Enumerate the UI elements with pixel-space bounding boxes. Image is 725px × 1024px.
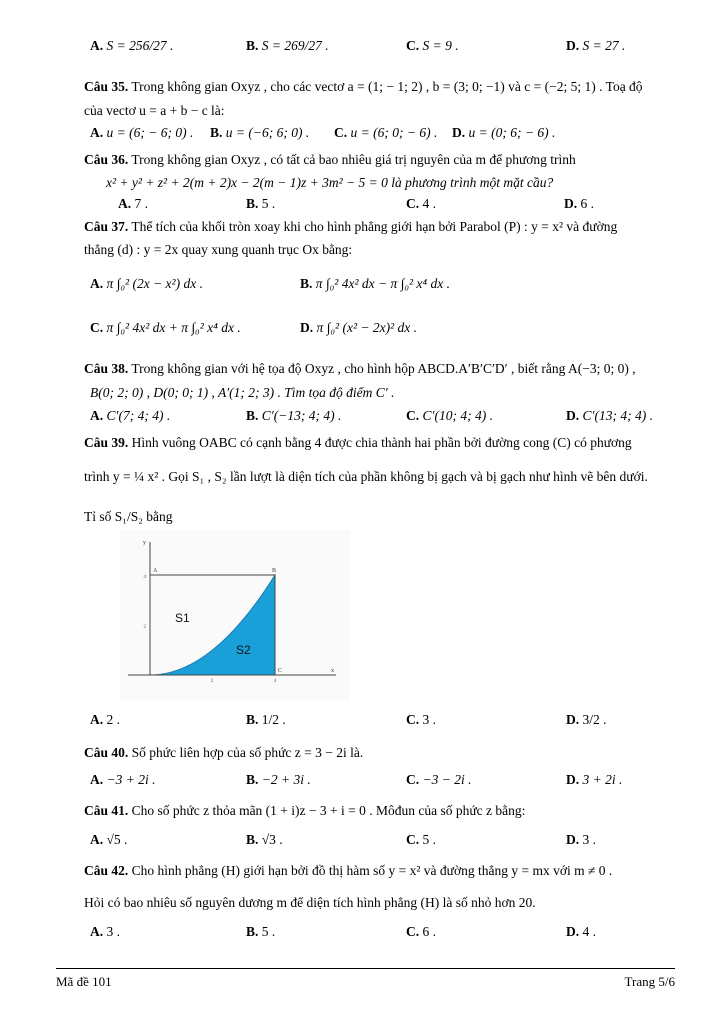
x-tick-2: 2 — [210, 679, 214, 684]
option-b: B. √3 . — [246, 832, 283, 847]
option-a: A. π ∫₀² (2x − x²) dx . — [90, 276, 203, 291]
option-c: C. 6 . — [406, 924, 436, 939]
q36-equation: x² + y² + z² + 2(m + 2)x − 2(m − 1)z + 3m² − 5 = 0 là phương trình một mặt cầu? — [106, 175, 554, 190]
q41-options — [84, 832, 684, 856]
option-b: B. −2 + 3i . — [246, 772, 311, 787]
option-a: A. S = 256/27 . — [90, 38, 174, 53]
option-c: C. 5 . — [406, 832, 436, 847]
option-a: A. 3 . — [90, 924, 120, 939]
x-tick-4: 4 — [273, 679, 277, 684]
option-a: A. u = (6; − 6; 0) . — [90, 125, 194, 140]
q37-options-row2 — [84, 320, 684, 344]
q42-text: Câu 42. Cho hình phẳng (H) giới hạn bởi đồ thị hàm số y = x² và đường thẳng y = mx với m ≠ 0 . — [84, 863, 613, 878]
y-axis-label: y — [143, 540, 146, 546]
option-a: A. −3 + 2i . — [90, 772, 156, 787]
q36-text: Câu 36. Trong không gian Oxyz , có tất cả bao nhiêu giá trị nguyên của m để phương trình — [84, 152, 576, 167]
q35-text: Câu 35. Trong không gian Oxyz , cho các vectơ a = (1; − 1; 2) , b = (3; 0; −1) và c = (−2; 5; 1) . Toạ độ — [84, 79, 643, 94]
y-tick-4: 4 — [143, 575, 146, 580]
q38-text: Câu 38. Trong không gian với hệ tọa độ Oxyz , cho hình hộp ABCD.A′B′C′D′ , biết rằng A(−3; 0; 0) , — [84, 361, 636, 376]
footer-divider — [56, 968, 675, 969]
exam-code: Mã đề 101 — [56, 974, 112, 989]
option-c: C. −3 − 2i . — [406, 772, 472, 787]
point-b: B — [272, 568, 277, 574]
q40-text: Câu 40. Số phức liên hợp của số phức z = 3 − 2i là. — [84, 745, 364, 760]
option-b: B. C′(−13; 4; 4) . — [246, 408, 342, 423]
option-d: D. 3 + 2i . — [566, 772, 623, 787]
q39-options — [84, 712, 684, 736]
q38-options — [84, 408, 684, 432]
option-c: C. 4 . — [406, 196, 436, 211]
option-b: B. S = 269/27 . — [246, 38, 329, 53]
q40-options — [84, 772, 684, 796]
option-d: D. π ∫₀² (x² − 2x)² dx . — [300, 320, 417, 335]
option-b: B. 1/2 . — [246, 712, 286, 727]
option-a: A. 7 . — [118, 196, 148, 211]
s2-label: S2 — [236, 643, 251, 657]
point-c: C — [278, 668, 283, 674]
s1-label: S1 — [175, 611, 190, 625]
option-d: D. 3/2 . — [566, 712, 607, 727]
option-d: D. 3 . — [566, 832, 596, 847]
q39-text: Câu 39. Hình vuông OABC có cạnh bằng 4 được chia thành hai phần bởi đường cong (C) có phương — [84, 435, 632, 450]
option-b: B. 5 . — [246, 196, 276, 211]
page-number: Trang 5/6 — [624, 974, 675, 989]
q37-text: Câu 37. Thể tích của khối tròn xoay khi cho hình phẳng giới hạn bởi Parabol (P) : y = x² và đường — [84, 219, 618, 234]
q42-text-2: Hỏi có bao nhiêu số nguyên dương m để diện tích hình phẳng (H) là số nhỏ hơn 20. — [84, 895, 536, 910]
point-a: A — [153, 568, 158, 574]
option-b: B. π ∫₀² 4x² dx − π ∫₀² x⁴ dx . — [300, 276, 450, 291]
q37-options-row1 — [84, 276, 684, 300]
option-a: A. C′(7; 4; 4) . — [90, 408, 171, 423]
q36-options — [118, 196, 718, 220]
option-a: A. 2 . — [90, 712, 120, 727]
x-axis-label: x — [331, 668, 334, 674]
q38-text-2: B(0; 2; 0) , D(0; 0; 1) , A′(1; 2; 3) . Tìm tọa độ điểm C′ . — [90, 385, 395, 400]
q42-options — [84, 924, 684, 948]
q41-text: Câu 41. Cho số phức z thỏa mãn (1 + i)z − 3 + i = 0 . Môđun của số phức z bằng: — [84, 803, 526, 818]
q37-text-2: thẳng (d) : y = 2x quay xung quanh trục Ox bằng: — [84, 242, 353, 257]
option-d: D. 4 . — [566, 924, 596, 939]
y-tick-2: 2 — [143, 625, 146, 630]
q39-text-2: trình y = ¼ x² . Gọi S₁ , S₂ lần lượt là diện tích của phần không bị gạch và bị gạch như hình vẽ bên dưới. — [84, 469, 648, 484]
q35-options — [84, 125, 684, 149]
option-b: B. u = (−6; 6; 0) . — [210, 125, 310, 140]
option-d: D. 6 . — [564, 196, 594, 211]
option-c: C. S = 9 . — [406, 38, 459, 53]
q39-figure — [120, 530, 350, 700]
option-d: D. C′(13; 4; 4) . — [566, 408, 653, 423]
q35-text-2: của vectơ u = a + b − c là: — [84, 103, 225, 118]
option-c: C. C′(10; 4; 4) . — [406, 408, 493, 423]
prev-question-options — [84, 38, 684, 62]
option-a: A. √5 . — [90, 832, 128, 847]
option-b: B. 5 . — [246, 924, 276, 939]
option-c: C. π ∫₀² 4x² dx + π ∫₀² x⁴ dx . — [90, 320, 241, 335]
option-d: D. u = (0; 6; − 6) . — [452, 125, 556, 140]
option-d: D. S = 27 . — [566, 38, 626, 53]
option-c: C. 3 . — [406, 712, 436, 727]
option-c: C. u = (6; 0; − 6) . — [334, 125, 438, 140]
q39-text-3: Tỉ số S₁/S₂ bằng — [84, 509, 173, 524]
